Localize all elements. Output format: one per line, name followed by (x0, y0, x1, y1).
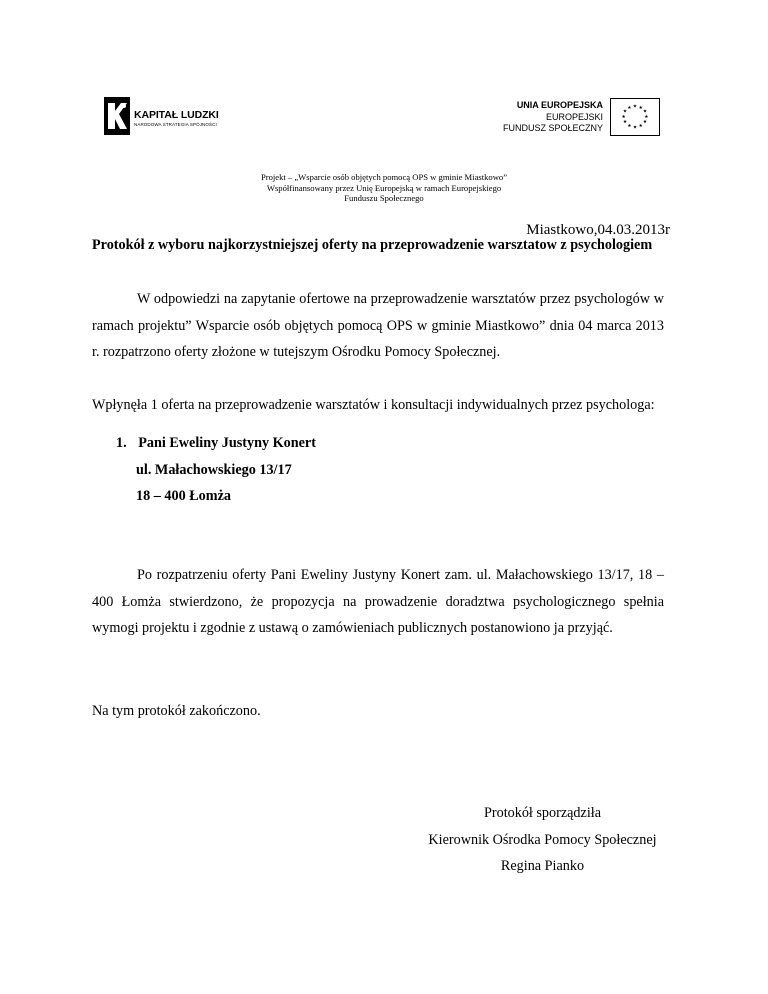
eu-logo (502, 98, 665, 140)
kapital-ludzki-emblem-icon (104, 97, 130, 135)
document-date: Miastkowo,04.03.2013r (526, 222, 670, 238)
offer-number: 1. (116, 435, 127, 451)
svg-text:★: ★ (644, 114, 649, 120)
paragraph-2: Po rozpatrzeniu oferty Pani Eweliny Justyny Konert zam. ul. Małachowskiego 13/17, 18 – 400 Łomża stwierdzono, że propozycja na prowadzenie doradztwa psychologicznego spełnia wymogi projektu i zgodnie z ustawą o zamówieniach publicznych postanowiono ja przyjąć. (92, 567, 664, 636)
kapital-ludzki-logo (104, 97, 224, 137)
eu-flag-icon (610, 98, 660, 136)
project-line-1: Projekt – „Wsparcie osób objętych pomocą OPS w gminie Miastkowo” (260, 172, 508, 182)
svg-text:★: ★ (627, 105, 632, 111)
document-title: Protokół z wyboru najkorzystniejszej oferty na przeprowadzenie warsztatow z psychologiem (92, 237, 653, 253)
offer-street: ul. Małachowskiego 13/17 (136, 461, 292, 478)
offer-list (116, 430, 316, 510)
project-line-2: Współfinansowany przez Unię Europejską w ramach Europejskiego (266, 182, 502, 193)
signature-line-3: Regina Pianko (500, 858, 585, 874)
eu-logo-line1: UNIA EUROPEJSKA (516, 100, 603, 110)
eu-logo-line3: FUNDUSZ SPOŁECZNY (502, 123, 603, 133)
kl-logo-title: KAPITAŁ LUDZKI (134, 109, 219, 121)
signature-line-2: Kierownik Ośrodka Pomocy Społecznej (428, 831, 657, 848)
svg-text:★: ★ (638, 105, 643, 111)
svg-text:★: ★ (621, 114, 626, 120)
eu-logo-line2: EUROPEJSKI (545, 111, 603, 122)
signature-block (400, 800, 685, 880)
eu-logo-text (503, 100, 603, 135)
svg-text:★: ★ (622, 120, 628, 126)
svg-text:★: ★ (632, 125, 638, 131)
signature-line-1: Protokół sporządziła (483, 805, 602, 821)
closing-line: Na tym protokół zakończono. (92, 703, 261, 719)
svg-text:★: ★ (627, 123, 632, 129)
project-header (0, 172, 768, 204)
kl-logo-subtitle: NARODOWA STRATEGIA SPÓJNOŚCI (134, 122, 217, 127)
svg-text:★: ★ (642, 120, 648, 126)
paragraph-1b: Wpłynęła 1 oferta na przeprowadzenie warsztatów i konsultacji indywidualnych przez psychologa: (92, 397, 655, 413)
svg-text:★: ★ (642, 109, 648, 115)
offer-city: 18 – 400 Łomża (136, 488, 231, 504)
offer-name: Pani Eweliny Justyny Konert (138, 435, 316, 451)
svg-text:★: ★ (632, 104, 638, 110)
svg-text:★: ★ (622, 109, 628, 115)
svg-text:★: ★ (638, 123, 643, 129)
project-line-3: Funduszu Społecznego (344, 193, 424, 203)
paragraph-1: W odpowiedzi na zapytanie ofertowe na przeprowadzenie warsztatów przez psychologów w ramach projektu” Wsparcie osób objętych pomocą OPS w gminie Miastkowo” dnia 04 marca 2013 r. rozpatrzono oferty złożone w tutejszym Ośrodku Pomocy Społecznej. (92, 291, 664, 360)
offer-item (116, 430, 316, 457)
